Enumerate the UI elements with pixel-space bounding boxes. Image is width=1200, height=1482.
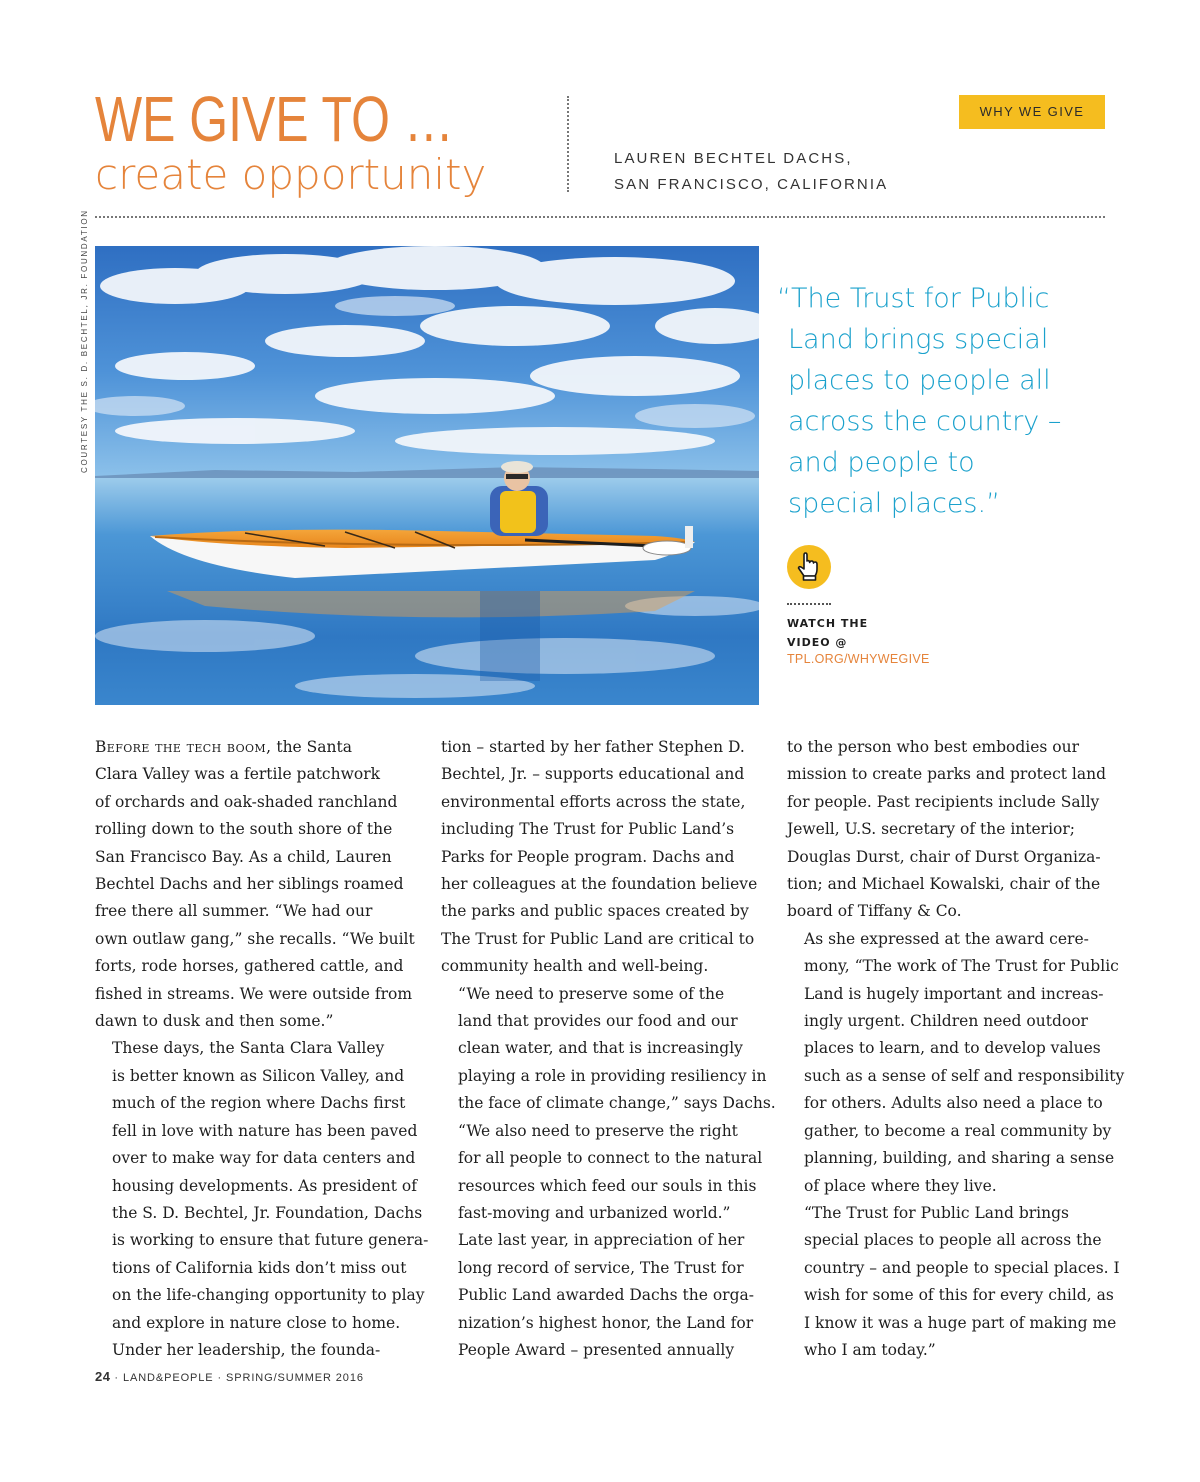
article-line: long record of service, The Trust for [458,1258,744,1277]
pull-quote-line: across the country – [788,406,1062,437]
article-line: land that provides our food and our [458,1012,738,1031]
article-column-3 [787,734,1125,1364]
article-line: tions of California kids don’t miss out [112,1258,407,1277]
article-line: including The Trust for Public Land’s [441,820,735,839]
pull-quote-line: special places.” [788,488,1001,519]
article-paragraph [95,1035,429,1336]
article-paragraph [787,926,1125,1200]
article-line: clean water, and that is increasingly [458,1039,743,1058]
byline-name: LAUREN BECHTEL DACHS, [614,150,853,167]
article-line-text: the Santa [271,738,352,756]
article-line: These days, the Santa Clara Valley [112,1039,385,1058]
article-line: to the person who best embodies our [787,738,1079,756]
article-line: mony, “The work of The Trust for Public [804,957,1119,976]
article-column-2 [441,734,776,1364]
article-line: of place where they live. [804,1176,997,1195]
byline [614,146,888,198]
article-line: gather, to become a real community by [804,1121,1112,1140]
article-line: playing a role in providing resiliency in [458,1066,767,1085]
article-line: country – and people to special places. I [804,1258,1120,1277]
article-line: the face of climate change,” says Dachs. [458,1094,776,1113]
article-line: Land is hugely important and increas- [804,984,1104,1003]
article-line: Public Land awarded Dachs the orga- [458,1286,754,1305]
article-line: the S. D. Bechtel, Jr. Foundation, Dachs [112,1203,423,1222]
folio-text: · LAND&PEOPLE · SPRING/SUMMER 2016 [110,1372,364,1384]
article-paragraph [441,981,776,1228]
why-we-give-badge[interactable]: WHY WE GIVE [959,95,1105,129]
pull-quote-line: and people to [788,447,975,478]
article-line: free there all summer. “We had our [95,902,373,921]
article-line: who I am today.” [804,1340,936,1359]
page-number: 24 [95,1369,111,1384]
article-line: Douglas Durst, chair of Durst Organiza- [787,847,1101,866]
video-link[interactable]: TPL.ORG/WHYWEGIVE [787,652,930,666]
article-paragraph [95,1337,413,1364]
article-line: such as a sense of self and responsibility [804,1066,1125,1085]
article-lead-in: Before the tech boom, [95,738,272,756]
article-line: special places to people all across the [804,1231,1102,1250]
pull-quote-line: “The Trust for Public [777,283,1050,314]
article-line: nization’s highest honor, the Land for [458,1313,754,1332]
page-subtitle: create opportunity [95,150,487,199]
article-line: People Award – presented annually [458,1340,735,1359]
article-line: Late last year, in appreciation of her [458,1231,745,1250]
article-line: Clara Valley was a fertile patchwork [95,765,380,784]
article-line: places to learn, and to develop values [804,1039,1101,1058]
article-line: environmental efforts across the state, [441,792,746,811]
pull-quote [777,278,1097,524]
article-line: forts, rode horses, gathered cattle, and [95,957,404,976]
page-title: WE GIVE TO … [95,83,454,155]
article-line: fast-moving and urbanized world.” [458,1203,731,1222]
article-line: ingly urgent. Children need outdoor [804,1012,1088,1031]
article-line: resources which feed our souls in this [458,1176,757,1195]
pointing-hand-icon[interactable] [787,545,831,589]
watch-video-label [787,614,917,652]
article-line: and explore in nature close to home. [112,1313,401,1332]
article-line: mission to create parks and protect land [787,765,1107,784]
article-line: community health and well-being. [441,957,709,976]
article-line: San Francisco Bay. As a child, Lauren [95,847,392,866]
article-line: fished in streams. We were outside from [95,984,413,1003]
article-line: is better known as Silicon Valley, and [112,1066,405,1085]
article-line: tion – started by her father Stephen D. [441,738,745,756]
article-line: rolling down to the south shore of the [95,820,393,839]
article-line: Under her leadership, the founda- [112,1340,381,1359]
article-paragraph [95,734,413,1035]
article-line [95,734,413,761]
article-line: “We need to preserve some of the [458,984,725,1003]
article-line: Jewell, U.S. secretary of the interior; [787,820,1076,839]
header-vertical-divider [567,96,569,192]
byline-location: SAN FRANCISCO, CALIFORNIA [614,176,889,193]
article-line: much of the region where Dachs first [112,1094,406,1113]
article-line: on the life-changing opportunity to play [112,1286,425,1305]
pull-quote-line: places to people all [788,365,1051,396]
article-paragraph [441,1227,759,1364]
article-line: Parks for People program. Dachs and [441,847,735,866]
article-paragraph [787,734,1105,926]
article-paragraph [787,1200,1120,1364]
article-line: The Trust for Public Land are critical to [441,929,755,948]
article-line: wish for some of this for every child, as [804,1286,1114,1305]
article-line: “We also need to preserve the right [458,1121,738,1140]
article-line: for people. Past recipients include Sally [787,792,1100,811]
article-line: Bechtel, Jr. – supports educational and [441,765,745,784]
article-line: over to make way for data centers and [112,1149,416,1168]
article-line: is working to ensure that future genera- [112,1231,429,1250]
photo-credit: COURTESY THE S. D. BECHTEL, JR. FOUNDATION [80,209,89,473]
article-line: for all people to connect to the natural [458,1149,763,1168]
article-line: As she expressed at the award cere- [804,929,1089,948]
watch-video-label-line: VIDEO @ [787,636,848,649]
article-column-1 [95,734,429,1364]
article-line: her colleagues at the foundation believe [441,875,758,894]
article-line: planning, building, and sharing a sense [804,1149,1115,1168]
article-line: own outlaw gang,” she recalls. “We built [95,929,415,948]
article-line: tion; and Michael Kowalski, chair of the [787,875,1101,894]
article-line: dawn to dusk and then some.” [95,1012,334,1031]
article-line: fell in love with nature has been paved [112,1121,418,1140]
article-line: board of Tiffany & Co. [787,902,962,921]
watch-video-label-line: WATCH THE [787,617,869,630]
page-folio [95,1369,364,1384]
article-paragraph [441,734,759,981]
article-line: of orchards and oak-shaded ranchland [95,792,398,811]
article-line: I know it was a huge part of making me [804,1313,1117,1332]
article-line: housing developments. As president of [112,1176,417,1195]
pull-quote-line: Land brings special [788,324,1049,355]
article-line: for others. Adults also need a place to [804,1094,1103,1113]
article-line: Bechtel Dachs and her siblings roamed [95,875,404,894]
article-line: the parks and public spaces created by [441,902,749,921]
video-dotted-rule [787,603,831,605]
header-dotted-rule [95,216,1105,218]
kayak-photo [95,246,759,705]
article-line: “The Trust for Public Land brings [804,1203,1069,1222]
